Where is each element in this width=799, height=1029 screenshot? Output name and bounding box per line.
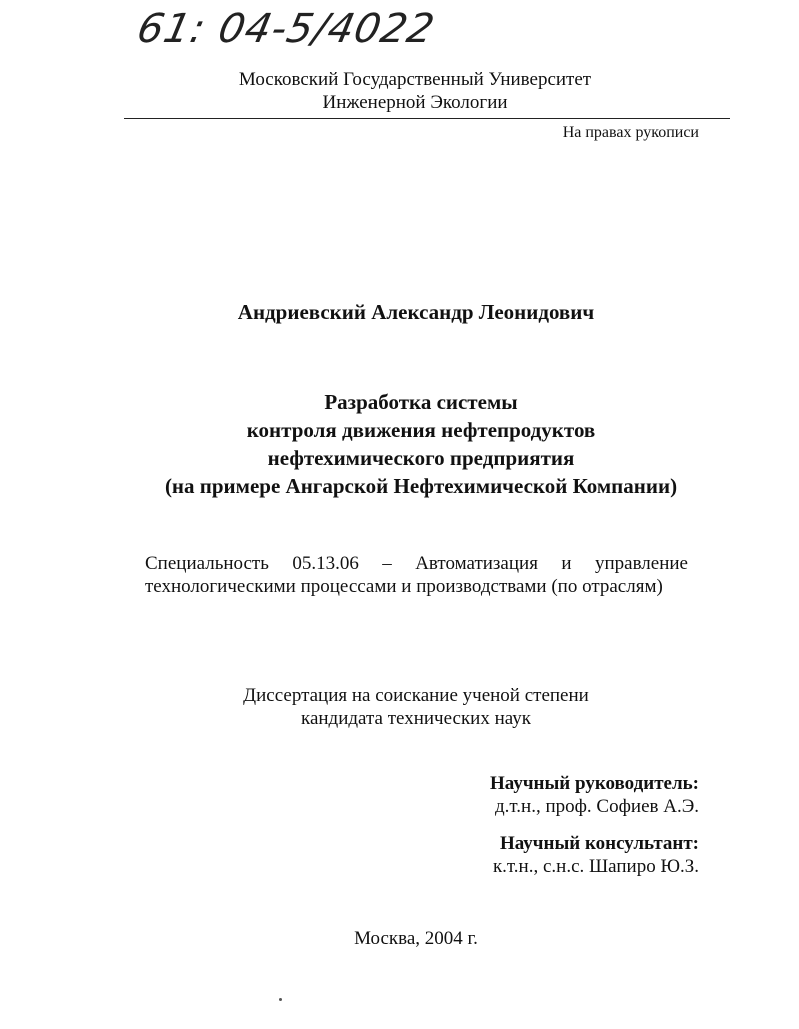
consultant-role: Научный консультант:: [499, 833, 699, 854]
supervisor-block: [490, 772, 699, 818]
supervisor-name: д.т.н., проф. Софиев А.Э.: [494, 796, 699, 817]
scan-speck: [279, 998, 282, 1001]
degree-line-1: Диссертация на соискание ученой степени: [243, 685, 589, 706]
rights-note: На правах рукописи: [562, 124, 699, 141]
title-line-2: контроля движения нефтепродуктов: [246, 418, 596, 442]
title-line-4: (на примере Ангарской Нефтехимической Компании): [164, 474, 678, 498]
title-line-3: нефтехимического предприятия: [267, 446, 575, 470]
degree-line-2: кандидата технических наук: [301, 708, 531, 729]
author-name: Андриевский Александр Леонидович: [237, 300, 595, 324]
university-name: [0, 68, 799, 114]
thesis-title: [0, 388, 799, 500]
university-line-1: Московский Государственный Университет: [238, 69, 592, 90]
degree-statement: [0, 684, 799, 730]
consultant-name: к.т.н., с.н.с. Шапиро Ю.З.: [492, 856, 699, 877]
consultant-block: [493, 832, 699, 878]
title-line-1: Разработка системы: [324, 390, 518, 414]
university-line-2: Инженерной Экологии: [322, 92, 508, 113]
handwritten-archive-number: 61: 04-5/4022: [133, 6, 440, 52]
supervisor-role: Научный руководитель:: [490, 773, 699, 794]
specialty-text: Специальность 05.13.06 – Автоматизация и управление технологическими процессами и производствами (по отраслям): [145, 553, 688, 597]
city-year: Москва, 2004 г.: [354, 928, 478, 949]
header-divider: [124, 118, 730, 119]
